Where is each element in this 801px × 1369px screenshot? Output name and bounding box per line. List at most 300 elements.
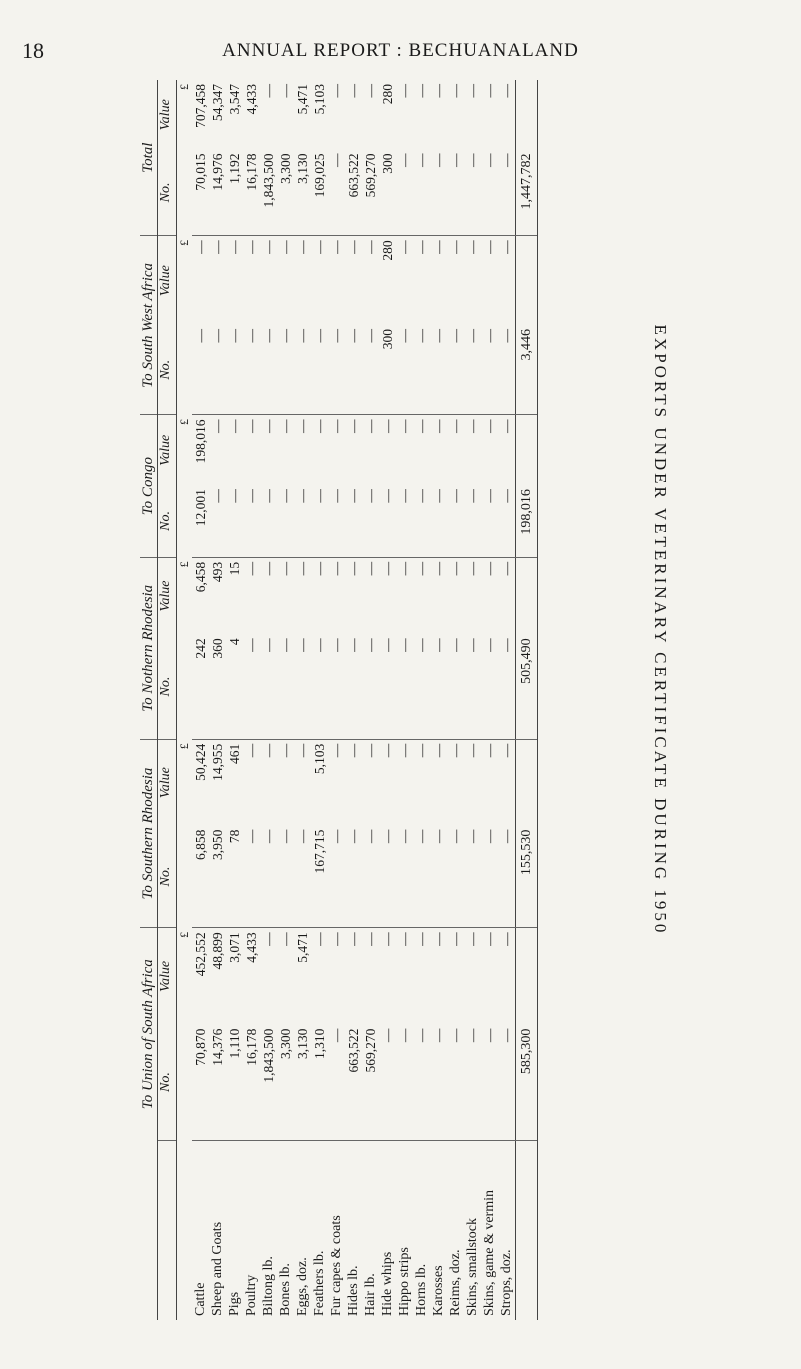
table-cell: 1,843,500	[260, 150, 277, 236]
table-cell: —	[498, 561, 514, 576]
table-cell: —	[345, 84, 361, 98]
table-cell: —	[277, 485, 294, 557]
table-cell: 4,433	[243, 84, 259, 115]
table-cell: —	[464, 150, 481, 236]
table-cell: 48,899	[209, 932, 225, 970]
table-cell: —	[209, 325, 226, 415]
table-cell: —	[498, 932, 514, 946]
table-cell: —	[430, 84, 446, 98]
total-cell	[516, 415, 538, 485]
total-cell: 585,300	[516, 1025, 538, 1140]
table-cell: —	[328, 826, 345, 928]
table-cell: —	[226, 419, 242, 433]
currency-mark	[177, 634, 193, 739]
table-cell: 1,110	[226, 1025, 243, 1140]
sub-head-no: No.	[158, 826, 177, 928]
table-cell: —	[447, 932, 463, 946]
table-cell: —	[447, 1025, 464, 1140]
table-cell: —	[464, 240, 480, 254]
total-row	[516, 80, 538, 1320]
table-row	[379, 80, 396, 1320]
table-cell: 5,471	[294, 932, 310, 963]
table-cell: —	[294, 826, 311, 928]
table-cell: —	[481, 1025, 498, 1140]
table-cell: —	[498, 826, 516, 928]
table-cell: —	[396, 1025, 413, 1140]
table-cell: —	[209, 240, 225, 254]
table-cell: —	[226, 240, 242, 254]
sub-head-value: Value	[158, 80, 177, 150]
table-cell: —	[345, 826, 362, 928]
group-head-south-west-africa: To South West Africa	[140, 236, 158, 415]
table-cell: —	[464, 485, 481, 557]
table-cell: —	[464, 826, 481, 928]
table-row	[209, 80, 226, 1320]
table-cell: 5,103	[311, 84, 327, 115]
sub-head-value: Value	[158, 557, 177, 634]
sub-head-value: Value	[158, 928, 177, 1025]
table-cell: —	[294, 419, 310, 433]
sub-head-no: No.	[158, 325, 177, 415]
table-cell: —	[498, 485, 516, 557]
table-row	[430, 80, 447, 1320]
table-cell: —	[464, 1025, 481, 1140]
table-cell: —	[396, 634, 413, 739]
table-cell: —	[447, 485, 464, 557]
table-cell: —	[447, 634, 464, 739]
currency-mark: £	[177, 84, 191, 90]
table-cell: —	[396, 325, 413, 415]
table-cell: —	[396, 932, 412, 946]
table-cell: 4	[226, 634, 243, 739]
row-label: Hides lb.	[345, 1265, 361, 1316]
table-cell: —	[481, 84, 497, 98]
table-cell: —	[430, 419, 446, 433]
table-cell: —	[498, 240, 514, 254]
table-cell: —	[430, 826, 447, 928]
table-cell: —	[464, 932, 480, 946]
table-cell: —	[277, 634, 294, 739]
table-row	[294, 80, 311, 1320]
row-label: Hair lb.	[362, 1273, 378, 1316]
table-cell: —	[464, 84, 480, 98]
table-cell: —	[362, 240, 378, 254]
table-cell: —	[328, 634, 345, 739]
table-cell: 70,870	[192, 1025, 209, 1140]
total-cell	[516, 236, 538, 325]
currency-mark: £	[177, 931, 191, 938]
table-cell: —	[379, 826, 396, 928]
currency-mark	[177, 325, 193, 415]
table-row	[226, 80, 243, 1320]
table-cell: —	[379, 419, 395, 433]
table-cell: —	[311, 485, 328, 557]
table-cell: 14,976	[209, 150, 226, 236]
table-cell: —	[447, 419, 463, 433]
table-cell: —	[277, 743, 293, 758]
table-cell: —	[260, 826, 277, 928]
table-cell: —	[447, 561, 463, 576]
table-cell: —	[464, 325, 481, 415]
table-cell: —	[413, 932, 429, 946]
table-cell: 3,547	[226, 84, 242, 115]
table-cell: —	[243, 743, 259, 758]
table-cell: —	[345, 561, 361, 576]
table-cell: —	[413, 150, 430, 236]
table-cell: 663,522	[345, 150, 362, 236]
row-label: Skins, game & vermin	[481, 1190, 497, 1316]
table-row	[277, 80, 294, 1320]
group-head-congo: To Congo	[140, 415, 158, 557]
sub-head-no: No.	[158, 1025, 177, 1140]
table-cell: —	[260, 325, 277, 415]
row-label: Cattle	[192, 1282, 208, 1316]
sub-head-value: Value	[158, 739, 177, 825]
table-cell: 5,103	[311, 743, 327, 775]
table-cell: —	[430, 1025, 447, 1140]
table-cell: —	[481, 932, 497, 946]
table-cell: —	[311, 932, 327, 946]
row-label: Pigs	[226, 1291, 242, 1316]
table-cell: —	[396, 826, 413, 928]
table-cell: —	[379, 743, 395, 758]
table-cell: —	[243, 240, 259, 254]
table-cell: 1,192	[226, 150, 243, 236]
total-cell	[516, 928, 538, 1025]
table-cell: —	[447, 325, 464, 415]
table-cell: 360	[209, 634, 226, 739]
table-cell: 6,458	[192, 561, 208, 593]
table-cell: 70,015	[192, 150, 209, 236]
table-cell: —	[379, 485, 396, 557]
table-cell: —	[447, 84, 463, 98]
table-cell: —	[345, 634, 362, 739]
table-cell: —	[328, 743, 344, 758]
table-cell: —	[430, 150, 447, 236]
table-cell: —	[311, 419, 327, 433]
sub-head-value: Value	[158, 415, 177, 485]
table-cell: —	[430, 240, 446, 254]
table-cell: —	[260, 240, 276, 254]
table-cell: 3,130	[294, 150, 311, 236]
table-cell: 3,130	[294, 1025, 311, 1140]
table-cell: 569,270	[362, 150, 379, 236]
table-cell: —	[328, 932, 344, 946]
currency-row	[177, 80, 193, 1320]
table-cell: —	[430, 634, 447, 739]
table-cell: —	[226, 325, 243, 415]
table-cell: —	[345, 743, 361, 758]
table-cell: —	[430, 561, 446, 576]
table-cell: —	[277, 561, 293, 576]
table-row	[498, 80, 516, 1320]
table-cell: —	[345, 932, 361, 946]
table-cell: 198,016	[192, 419, 208, 464]
table-cell: —	[413, 419, 429, 433]
table-row	[447, 80, 464, 1320]
table-cell: 167,715	[311, 826, 328, 928]
table-cell: —	[396, 84, 412, 98]
table-cell: —	[413, 485, 430, 557]
table-cell: —	[328, 325, 345, 415]
table-cell: —	[328, 1025, 345, 1140]
table-cell: —	[396, 561, 412, 576]
row-label: Hide whips	[379, 1251, 395, 1316]
table-cell: 242	[192, 634, 209, 739]
group-head-southern-rhodesia: To Southern Rhodesia	[140, 739, 158, 928]
table-cell: 15	[226, 561, 242, 576]
table-cell: —	[260, 84, 276, 98]
table-cell: —	[447, 826, 464, 928]
table-cell: —	[481, 826, 498, 928]
table-cell: —	[447, 743, 463, 758]
table-cell: —	[277, 932, 293, 946]
table-cell: —	[294, 634, 311, 739]
sub-head-row	[158, 80, 177, 1320]
row-label: Biltong lb.	[260, 1256, 276, 1316]
group-head-union: To Union of South Africa	[140, 928, 158, 1140]
running-head: ANNUAL REPORT : BECHUANALAND	[222, 40, 579, 61]
table-cell: —	[498, 325, 516, 415]
table-cell: —	[481, 419, 497, 433]
currency-mark	[177, 1025, 193, 1140]
table-cell: —	[498, 84, 514, 98]
table-cell: 1,310	[311, 1025, 328, 1140]
table-cell: —	[464, 743, 480, 758]
table-cell: —	[481, 150, 498, 236]
table-cell: —	[226, 485, 243, 557]
table-cell: —	[294, 240, 310, 254]
table-cell: 3,300	[277, 150, 294, 236]
table-cell: —	[413, 325, 430, 415]
table-cell: —	[192, 325, 209, 415]
table-cell: 3,950	[209, 826, 226, 928]
table-cell: 3,300	[277, 1025, 294, 1140]
total-cell: 505,490	[516, 634, 538, 739]
row-label: Feathers lb.	[311, 1250, 327, 1316]
table-cell: —	[413, 826, 430, 928]
table-cell: —	[430, 485, 447, 557]
table-cell: 300	[379, 325, 396, 415]
total-cell	[516, 80, 538, 150]
table-cell: —	[260, 485, 277, 557]
table-cell: —	[277, 84, 293, 98]
table-row	[243, 80, 260, 1320]
row-label: Horns lb.	[413, 1263, 429, 1316]
row-label: Sheep and Goats	[209, 1221, 225, 1316]
table-cell: 707,458	[192, 84, 208, 128]
row-label: Strops, doz.	[498, 1249, 514, 1316]
table-cell: —	[413, 634, 430, 739]
table-cell: —	[294, 325, 311, 415]
table-row	[362, 80, 379, 1320]
table-cell: —	[243, 485, 260, 557]
sub-head-no: No.	[158, 634, 177, 739]
table-cell: —	[481, 561, 497, 576]
table-cell: —	[260, 419, 276, 433]
table-cell: —	[311, 240, 327, 254]
table-cell: —	[379, 561, 395, 576]
table-cell: —	[362, 84, 378, 98]
table-cell: —	[362, 325, 379, 415]
table-cell: —	[413, 561, 429, 576]
table-cell: —	[362, 419, 378, 433]
table-cell: 54,347	[209, 84, 225, 122]
total-cell	[516, 557, 538, 634]
table-cell: 300	[379, 150, 396, 236]
group-head-total: Total	[140, 80, 158, 236]
table-cell: —	[260, 932, 276, 946]
table-cell: —	[413, 1025, 430, 1140]
table-cell: 6,858	[192, 826, 209, 928]
label-column-head	[140, 1140, 158, 1320]
table-cell: —	[413, 240, 429, 254]
currency-mark: £	[177, 419, 191, 425]
table-cell: 14,376	[209, 1025, 226, 1140]
total-label	[516, 1140, 538, 1320]
table-cell: —	[192, 240, 208, 254]
table-cell: —	[464, 419, 480, 433]
table-cell: —	[209, 485, 226, 557]
table-cell: —	[413, 84, 429, 98]
table-cell: —	[260, 561, 276, 576]
currency-mark	[177, 485, 193, 557]
table-row	[345, 80, 362, 1320]
table-body	[192, 80, 538, 1320]
table-row	[328, 80, 345, 1320]
table-cell: —	[362, 932, 378, 946]
table-cell: —	[498, 1025, 516, 1140]
table-cell: —	[243, 419, 259, 433]
table-cell: 280	[379, 240, 395, 261]
table-cell: —	[294, 561, 310, 576]
table-row	[260, 80, 277, 1320]
total-cell	[516, 739, 538, 825]
sub-head-no: No.	[158, 485, 177, 557]
row-label: Reims, doz.	[447, 1249, 463, 1316]
table-cell: 4,433	[243, 932, 259, 963]
table-cell: 78	[226, 826, 243, 928]
total-cell: 3,446	[516, 325, 538, 415]
table-cell: —	[379, 1025, 396, 1140]
table-cell: —	[260, 634, 277, 739]
currency-mark	[177, 826, 193, 928]
table-cell: —	[498, 150, 516, 236]
table-cell: —	[481, 240, 497, 254]
table-cell: 169,025	[311, 150, 328, 236]
table-cell: —	[379, 634, 396, 739]
total-cell: 198,016	[516, 485, 538, 557]
table-cell: —	[430, 325, 447, 415]
table-cell: —	[481, 325, 498, 415]
table-cell: 16,178	[243, 150, 260, 236]
table-cell: —	[294, 743, 310, 758]
table-cell: —	[430, 743, 446, 758]
table-cell: —	[243, 634, 260, 739]
table-cell: —	[345, 419, 361, 433]
table-cell: 50,424	[192, 743, 208, 781]
table-cell: —	[362, 826, 379, 928]
table-cell: 12,001	[192, 485, 209, 557]
total-cell: 1,447,782	[516, 150, 538, 236]
table-cell: —	[277, 826, 294, 928]
currency-mark	[177, 150, 193, 236]
table-cell: —	[447, 240, 463, 254]
table-cell: 1,843,500	[260, 1025, 277, 1140]
table-cell: —	[447, 150, 464, 236]
table-cell: 493	[209, 561, 225, 583]
table-cell: 16,178	[243, 1025, 260, 1140]
page-number: 18	[22, 38, 44, 63]
table-cell: —	[430, 932, 446, 946]
table-cell: —	[498, 743, 514, 758]
currency-mark: £	[177, 743, 191, 750]
table-row	[311, 80, 328, 1320]
table-cell: —	[243, 826, 260, 928]
table-cell: —	[362, 634, 379, 739]
table-cell: —	[413, 743, 429, 758]
table-cell: —	[328, 240, 344, 254]
table-cell: —	[328, 419, 344, 433]
table-cell: —	[328, 485, 345, 557]
exports-table	[140, 80, 538, 1320]
table-cell: 5,471	[294, 84, 310, 115]
row-label: Hippo strips	[396, 1247, 412, 1316]
table-cell: —	[481, 743, 497, 758]
table-cell: —	[243, 325, 260, 415]
row-label: Fur capes & coats	[328, 1215, 344, 1316]
table-cell: —	[481, 485, 498, 557]
table-cell: 569,270	[362, 1025, 379, 1140]
sub-head-value: Value	[158, 236, 177, 325]
table-cell: —	[345, 485, 362, 557]
table-cell: —	[481, 634, 498, 739]
table-row	[481, 80, 498, 1320]
table-cell: —	[328, 150, 345, 236]
table-cell: —	[396, 240, 412, 254]
table-cell: 14,955	[209, 743, 225, 781]
sub-head-no: No.	[158, 150, 177, 236]
table-cell: 663,522	[345, 1025, 362, 1140]
total-cell: 155,530	[516, 826, 538, 928]
table-cell: —	[328, 84, 344, 98]
table-cell: —	[345, 325, 362, 415]
table-cell: —	[498, 634, 516, 739]
exports-table-wrap	[140, 80, 660, 1320]
row-label: Poultry	[243, 1274, 259, 1316]
table-cell: —	[379, 932, 395, 946]
table-cell: 461	[226, 743, 242, 765]
table-cell: —	[209, 419, 225, 433]
table-cell: —	[396, 419, 412, 433]
side-title: EXPORTS UNDER VETERINARY CERTIFICATE DURING 1950	[651, 324, 670, 936]
table-cell: —	[396, 150, 413, 236]
table-cell: —	[311, 634, 328, 739]
table-cell: —	[362, 743, 378, 758]
table-row	[192, 80, 209, 1320]
currency-mark: £	[177, 561, 191, 568]
table-cell: —	[362, 561, 378, 576]
table-cell: —	[464, 561, 480, 576]
table-cell: —	[464, 634, 481, 739]
table-cell: —	[498, 419, 514, 433]
table-cell: —	[277, 325, 294, 415]
table-cell: —	[294, 485, 311, 557]
table-cell: —	[396, 485, 413, 557]
table-cell: —	[328, 561, 344, 576]
row-label: Karosses	[430, 1265, 446, 1316]
row-label: Bones lb.	[277, 1263, 293, 1316]
